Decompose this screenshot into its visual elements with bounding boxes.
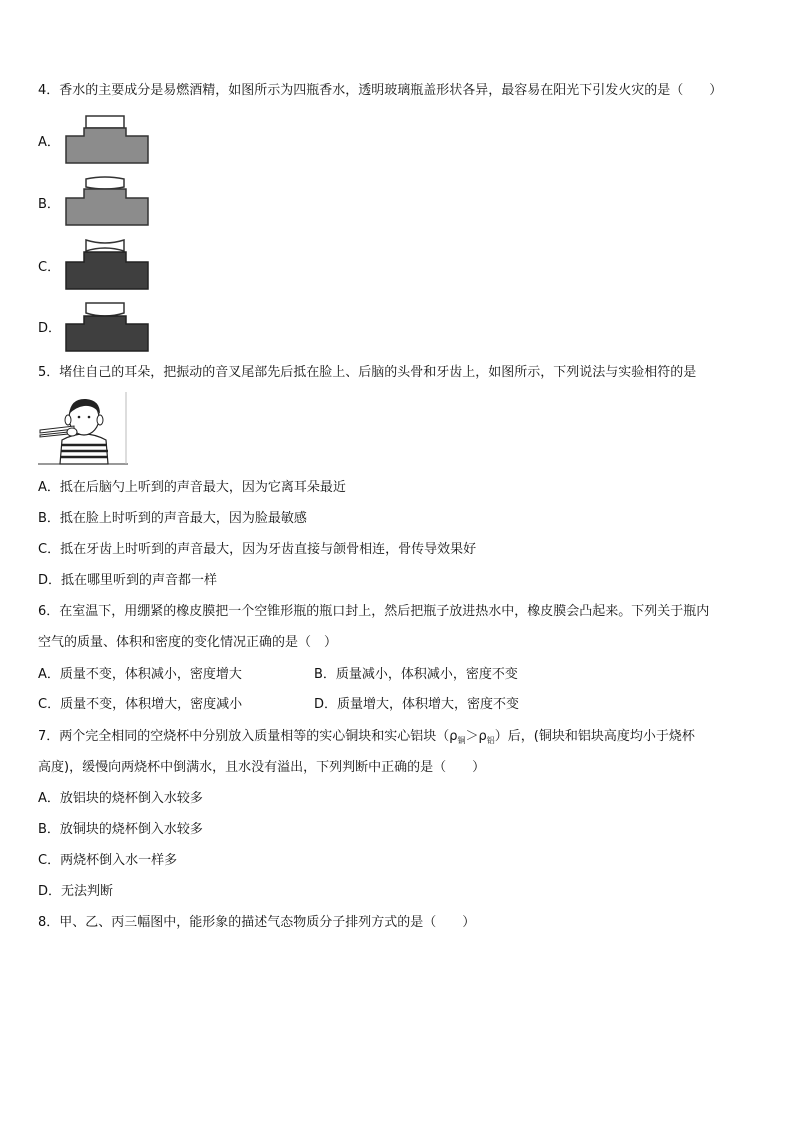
q4-option-d-label[interactable]: D． [38,321,62,336]
q5-option-d[interactable]: D．抵在哪里听到的声音都一样 [38,573,218,588]
q7-option-d[interactable]: D．无法判断 [38,884,114,899]
q7-density-sub-copper: 铜 [457,736,466,745]
q6-option-a[interactable]: A．质量不变，体积减小，密度增大 [38,667,242,682]
q5-option-a[interactable]: A．抵在后脑勺上听到的声音最大，因为它离耳朵最近 [38,480,346,495]
q5-option-b[interactable]: B．抵在脸上时听到的声音最大，因为脸最敏感 [38,511,307,526]
perfume-bottle-a [64,114,156,166]
q7-option-a[interactable]: A．放铝块的烧杯倒入水较多 [38,791,203,806]
q4-option-c-label[interactable]: C． [38,260,61,275]
q6-stem-line1: 6．在室温下，用绷紧的橡皮膜把一个空锥形瓶的瓶口封上，然后把瓶子放进热水中，橡皮膜会凸起来。下列关于瓶内 [38,604,710,619]
q7-stem-line2: 高度)，缓慢向两烧杯中倒满水，且水没有溢出，下列判断中正确的是（ ） [38,760,486,775]
q7-density-sub-aluminum: 铝 [486,736,495,745]
q6-stem-line2: 空气的质量、体积和密度的变化情况正确的是（ ） [38,635,338,650]
q6-option-d[interactable]: D．质量增大，体积增大，密度不变 [314,697,520,712]
perfume-bottle-b [64,176,156,228]
q7-stem-part-b: ）后，(铜块和铝块高度均小于烧杯 [494,729,695,744]
q7-option-c[interactable]: C．两烧杯倒入水一样多 [38,853,178,868]
q7-option-b[interactable]: B．放铜块的烧杯倒入水较多 [38,822,203,837]
perfume-bottle-d [64,300,156,354]
q5-option-c[interactable]: C．抵在牙齿上时听到的声音最大，因为牙齿直接与颌骨相连，骨传导效果好 [38,542,477,557]
q6-option-c[interactable]: C．质量不变，体积增大，密度减小 [38,697,243,712]
perfume-bottle-c [64,238,156,292]
q7-greater-than: ＞ρ [465,729,487,744]
q4-option-b-label[interactable]: B． [38,197,60,212]
q7-stem-part-a: 7．两个完全相同的空烧杯中分别放入质量相等的实心铜块和实心铝块（ρ [38,729,458,744]
q4-option-a-label[interactable]: A． [38,135,60,150]
q6-option-b[interactable]: B．质量减小，体积减小，密度不变 [314,667,518,682]
q5-stem: 5．堵住自己的耳朵，把振动的音叉尾部先后抵在脸上、后脑的头骨和牙齿上，如图所示，下列说法与实验相符的是 [38,365,697,380]
q7-stem-line1 [38,728,695,750]
tuning-fork-boy-illustration [38,390,130,468]
q8-stem: 8．甲、乙、丙三幅图中，能形象的描述气态物质分子排列方式的是（ ） [38,915,476,930]
q4-stem: 4．香水的主要成分是易燃酒精，如图所示为四瓶香水，透明玻璃瓶盖形状各异，最容易在阳光下引发火灾的是（ ） [38,83,723,98]
